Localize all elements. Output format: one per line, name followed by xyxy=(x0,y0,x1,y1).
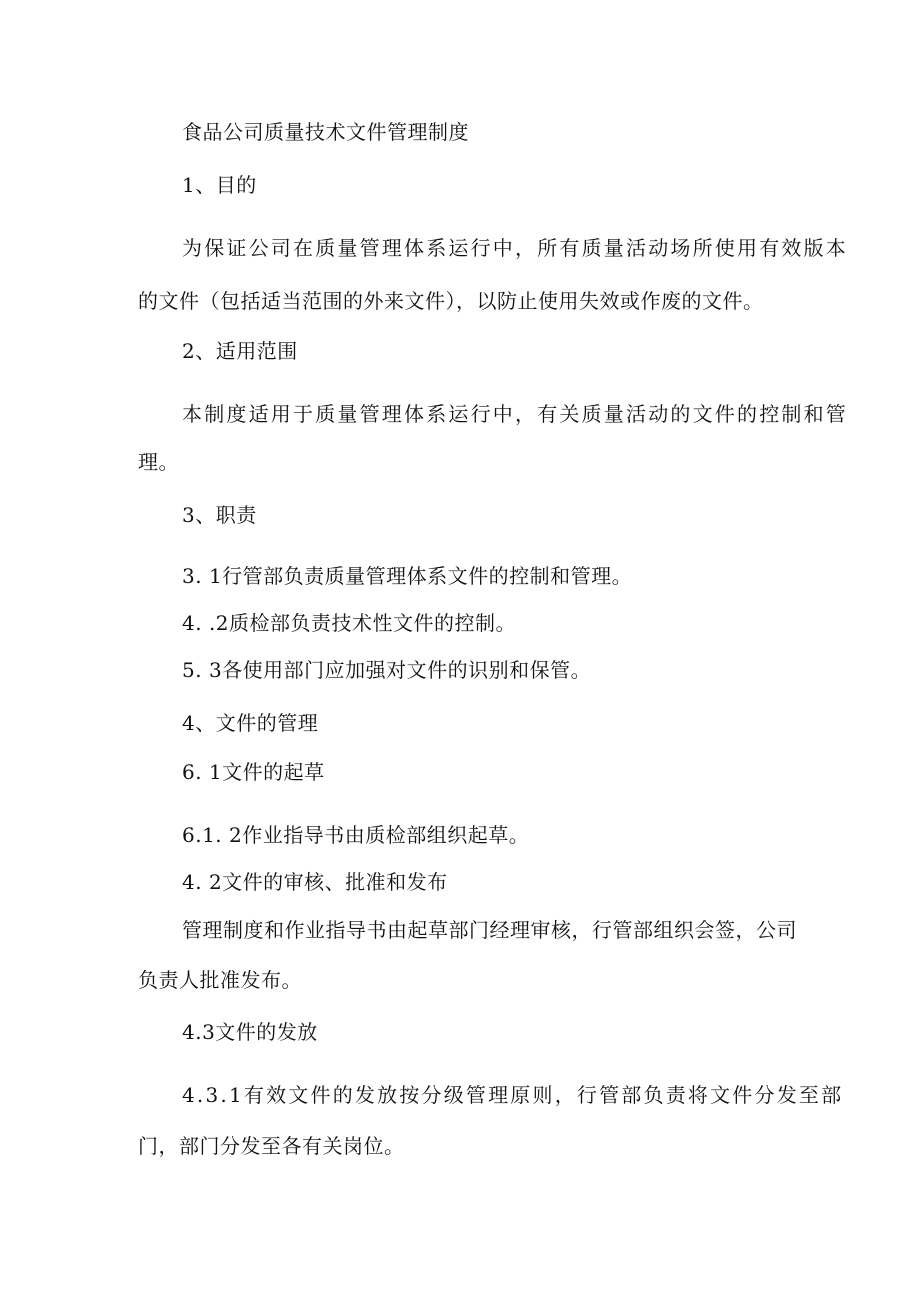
document-title: 食品公司质量技术文件管理制度 xyxy=(182,120,469,144)
management-drafting-item: 6.1. 2作业指导书由质检部组织起草。 xyxy=(182,823,530,847)
section-heading-management: 4、文件的管理 xyxy=(182,711,319,735)
responsibility-item-2: 4. .2质检部负责技术性文件的控制。 xyxy=(182,611,517,635)
approval-paragraph-line-1: 管理制度和作业指导书由起草部门经理审核，行管部组织会签，公司 xyxy=(182,918,797,942)
management-approval-heading: 4. 2文件的审核、批准和发布 xyxy=(182,870,448,894)
approval-paragraph-line-2: 负责人批准发布。 xyxy=(138,968,302,992)
section-heading-purpose: 1、目的 xyxy=(182,173,257,197)
section-heading-scope: 2、适用范围 xyxy=(182,339,298,363)
distribution-paragraph-line-1: 4.3.1有效文件的发放按分级管理原则，行管部负责将文件分发至部 xyxy=(182,1083,844,1107)
responsibility-item-1: 3. 1行管部负责质量管理体系文件的控制和管理。 xyxy=(182,564,633,588)
scope-paragraph-line-1: 本制度适用于质量管理体系运行中，有关质量活动的文件的控制和管 xyxy=(182,402,848,426)
management-drafting-heading: 6. 1文件的起草 xyxy=(182,760,325,784)
distribution-paragraph-line-2: 门，部门分发至各有关岗位。 xyxy=(138,1134,405,1158)
responsibility-item-3: 5. 3各使用部门应加强对文件的识别和保管。 xyxy=(182,658,592,682)
scope-paragraph-line-2: 理。 xyxy=(138,450,179,474)
purpose-paragraph-line-2: 的文件（包括适当范围的外来文件），以防止使用失效或作废的文件。 xyxy=(138,289,764,313)
section-heading-responsibility: 3、职责 xyxy=(182,503,257,527)
purpose-paragraph-line-1: 为保证公司在质量管理体系运行中，所有质量活动场所使用有效版本 xyxy=(182,236,848,260)
management-distribution-heading: 4.3文件的发放 xyxy=(182,1020,318,1044)
